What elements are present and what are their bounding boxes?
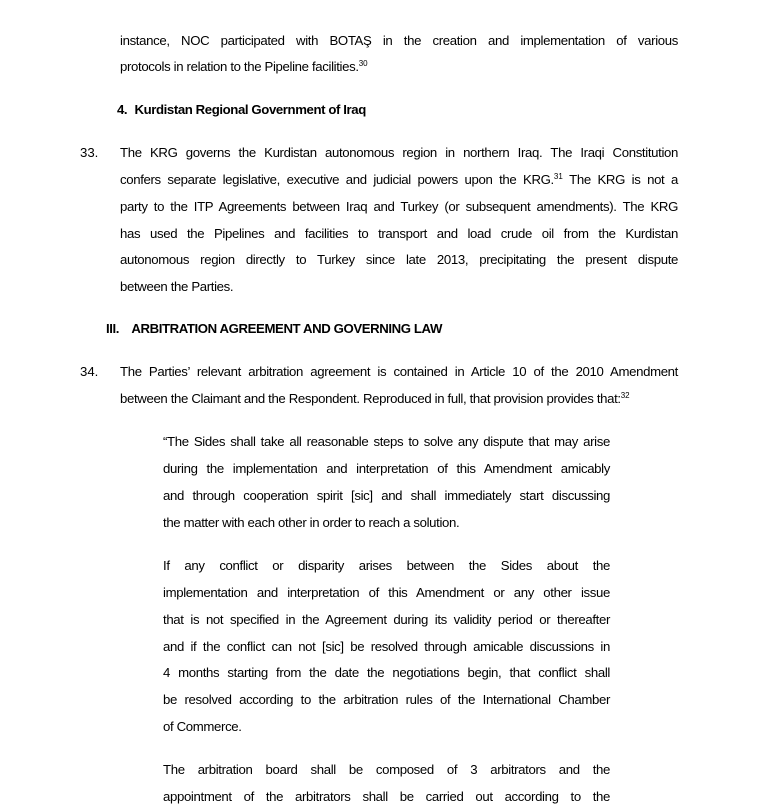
subsection-number: 4.: [117, 102, 128, 117]
paragraph-line: [120, 199, 678, 215]
section-heading: [106, 321, 442, 337]
text-line: be resolved according to the arbitration rules of the International Chamber: [163, 692, 610, 707]
quote-line: [163, 488, 610, 504]
text-line: autonomous region directly to Turkey since late 2013, precipitating the present dispute: [120, 252, 678, 267]
text-line: The KRG governs the Kurdistan autonomous region in northern Iraq. The Iraqi Constitution: [120, 145, 678, 160]
text-line: appointment of the arbitrators shall be carried out according to the: [163, 789, 610, 804]
text-line: and if the conflict can not [sic] be resolved through amicable discussions in: [163, 639, 610, 654]
text-line: instance, NOC participated with BOTAŞ in the creation and implementation of various: [120, 33, 678, 48]
text-line: the matter with each other in order to reach a solution.: [163, 515, 460, 530]
quote-line: [163, 515, 610, 531]
continuation-line: [120, 59, 678, 75]
text-line: “The Sides shall take all reasonable steps to solve any dispute that may arise: [163, 434, 610, 449]
text-line: and through cooperation spirit [sic] and shall immediately start discussing: [163, 488, 610, 503]
quote-line: [163, 639, 610, 655]
subsection-heading: [117, 102, 366, 118]
text-line: of Commerce.: [163, 719, 242, 734]
quote-line: [163, 612, 610, 628]
text-line: has used the Pipelines and facilities to transport and load crude oil from the Kurdistan: [120, 226, 678, 241]
quote-line: [163, 665, 610, 681]
paragraph-line: [120, 364, 678, 380]
footnote-ref[interactable]: 32: [620, 391, 630, 400]
quote-line: [163, 692, 610, 708]
quote-line: [163, 434, 610, 450]
quote-line: [163, 461, 610, 477]
text-line: The arbitration board shall be composed of 3 arbitrators and the: [163, 762, 610, 777]
text-line: The KRG is not a: [562, 172, 678, 187]
text-line: implementation and interpretation of this Amendment or any other issue: [163, 585, 610, 600]
quote-line: [163, 558, 610, 574]
quote-line: [163, 585, 610, 601]
quote-line: [163, 762, 610, 778]
paragraph-line: [120, 226, 678, 242]
footnote-ref[interactable]: 31: [553, 172, 563, 181]
continuation-line: [120, 33, 678, 49]
section-number: III.: [106, 321, 120, 336]
text-line: during the implementation and interpretation of this Amendment amicably: [163, 461, 610, 476]
paragraph-line: [120, 145, 678, 161]
text-line: party to the ITP Agreements between Iraq and Turkey (or subsequent amendments). The KRG: [120, 199, 678, 214]
text-line: between the Claimant and the Respondent. Reproduced in full, that provision provides that:: [120, 391, 621, 406]
quote-line: [163, 719, 610, 735]
paragraph-line: [120, 391, 678, 407]
text-line: If any conflict or disparity arises between the Sides about the: [163, 558, 610, 573]
paragraph-number: 34.: [80, 364, 99, 379]
section-title: ARBITRATION AGREEMENT AND GOVERNING LAW: [131, 321, 442, 336]
paragraph-line: [120, 252, 678, 268]
quote-line: [163, 789, 610, 805]
subsection-title: Kurdistan Regional Government of Iraq: [134, 102, 366, 117]
text-line: confers separate legislative, executive and judicial powers upon the KRG.: [120, 172, 554, 187]
text-line: that is not specified in the Agreement during its validity period or thereafter: [163, 612, 610, 627]
text-line: The Parties’ relevant arbitration agreement is contained in Article 10 of the 2010 Amendment: [120, 364, 678, 379]
paragraph-number: 33.: [80, 145, 99, 160]
text-line: 4 months starting from the date the negotiations begin, that conflict shall: [163, 665, 610, 680]
paragraph-line: [120, 172, 678, 188]
text-line: between the Parties.: [120, 279, 234, 294]
text-line: protocols in relation to the Pipeline facilities.: [120, 59, 359, 74]
paragraph-line: [120, 279, 678, 295]
footnote-ref[interactable]: 30: [358, 59, 368, 68]
